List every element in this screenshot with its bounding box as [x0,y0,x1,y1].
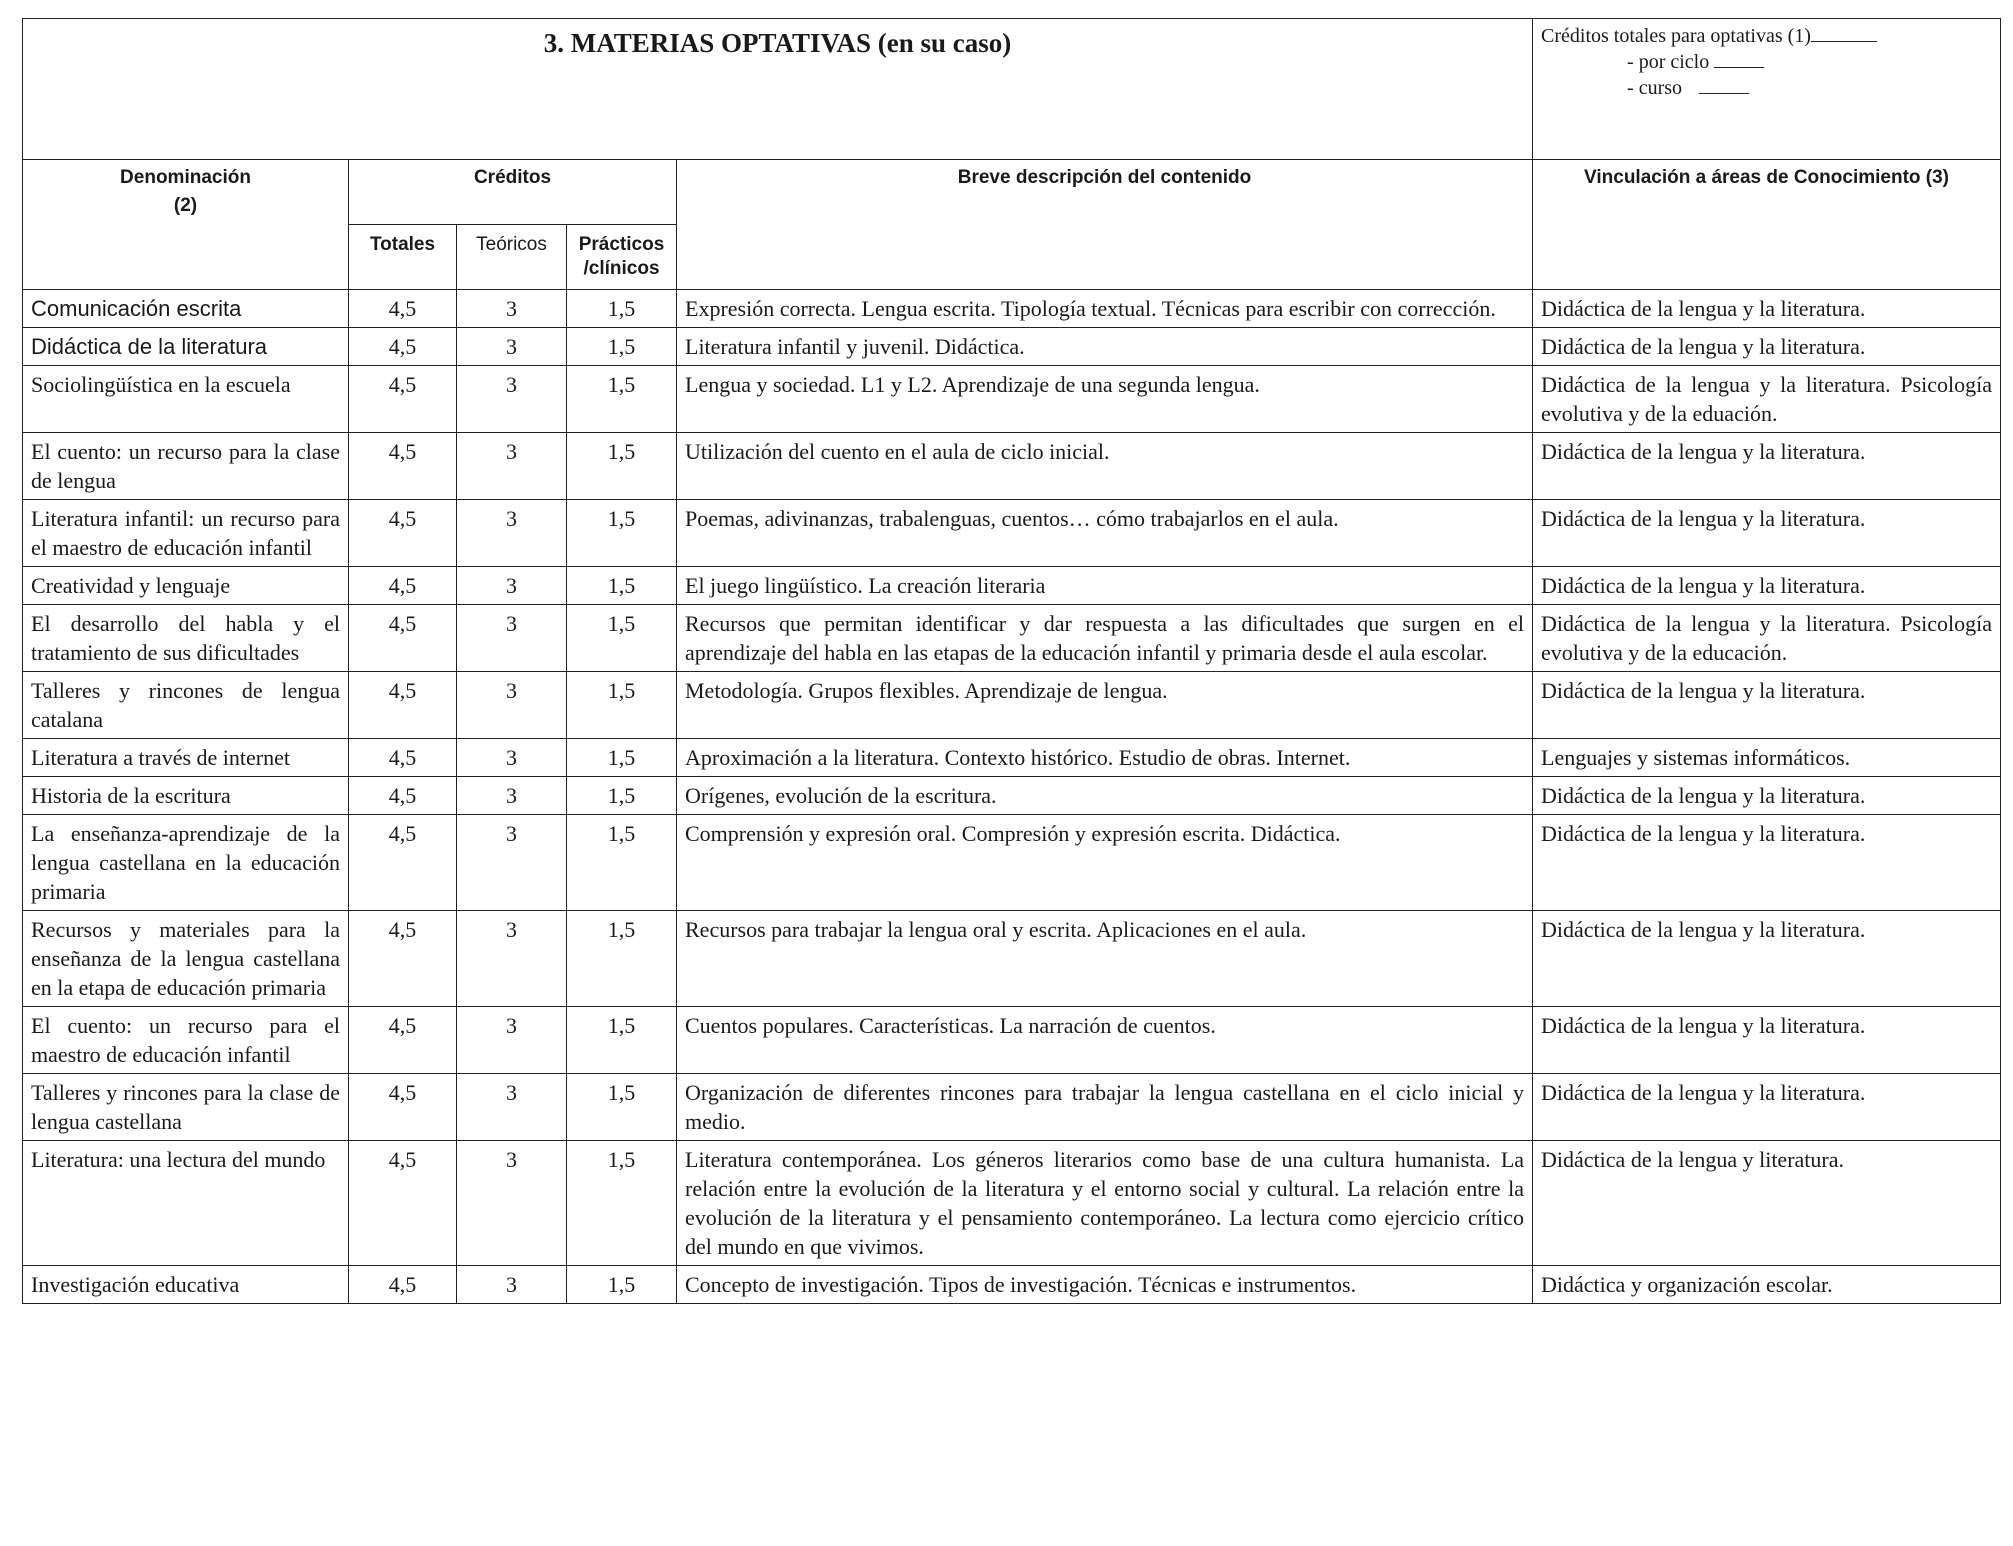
credits-ciclo-blank [1714,49,1764,68]
content-description: Aproximación a la literatura. Contexto histórico. Estudio de obras. Internet. [677,739,1533,777]
knowledge-area: Didáctica de la lengua y la literatura. [1533,567,2001,605]
subject-name: Creatividad y lenguaje [23,567,349,605]
credits-totales: 4,5 [349,1266,457,1304]
content-description: Comprensión y expresión oral. Compresión y expresión escrita. Didáctica. [677,815,1533,911]
credits-totales: 4,5 [349,366,457,433]
table-row [23,672,2001,739]
content-description: Literatura contemporánea. Los géneros literarios como base de una cultura humanista. La relación entre la evolución de la literatura y el entorno social y cultural. La relación entre la evolución de la literatura y el pensamiento contemporáneo. La lectura como ejercicio crítico del mundo en que vivimos. [677,1141,1533,1266]
credits-teoricos: 3 [457,672,567,739]
content-description: El juego lingüístico. La creación literaria [677,567,1533,605]
table-row [23,1266,2001,1304]
credits-totales: 4,5 [349,290,457,328]
credits-practicos: 1,5 [567,1007,677,1074]
title-row [23,19,2001,160]
credits-curso-blank [1699,75,1749,94]
credits-teoricos: 3 [457,1074,567,1141]
credits-practicos: 1,5 [567,290,677,328]
col-vinculacion: Vinculación a áreas de Conocimiento (3) [1533,160,2001,290]
credits-teoricos: 3 [457,500,567,567]
credits-totales: 4,5 [349,328,457,366]
credits-practicos: 1,5 [567,433,677,500]
table-row [23,605,2001,672]
section-title: 3. MATERIAS OPTATIVAS (en su caso) [23,19,1533,160]
credits-totales: 4,5 [349,1007,457,1074]
credits-total-blank [1811,23,1877,42]
col-totales: Totales [349,225,457,290]
credits-totales: 4,5 [349,911,457,1007]
col-denominacion-note: (2) [173,195,198,216]
credits-practicos: 1,5 [567,815,677,911]
content-description: Cuentos populares. Características. La narración de cuentos. [677,1007,1533,1074]
table-row [23,567,2001,605]
col-denominacion [23,160,349,290]
credits-practicos: 1,5 [567,328,677,366]
knowledge-area: Didáctica de la lengua y la literatura. [1533,911,2001,1007]
credits-totales: 4,5 [349,815,457,911]
subject-name: Literatura infantil: un recurso para el maestro de educación infantil [23,500,349,567]
col-teoricos: Teóricos [457,225,567,290]
credits-practicos: 1,5 [567,1266,677,1304]
credits-ciclo-label: - por ciclo [1627,51,1710,73]
credits-teoricos: 3 [457,605,567,672]
table-row [23,1141,2001,1266]
table-row [23,1007,2001,1074]
subject-name: Historia de la escritura [23,777,349,815]
content-description: Lengua y sociedad. L1 y L2. Aprendizaje de una segunda lengua. [677,366,1533,433]
credits-teoricos: 3 [457,739,567,777]
credits-practicos: 1,5 [567,366,677,433]
knowledge-area: Lenguajes y sistemas informáticos. [1533,739,2001,777]
col-descripcion: Breve descripción del contenido [677,160,1533,290]
content-description: Literatura infantil y juvenil. Didáctica. [677,328,1533,366]
content-description: Expresión correcta. Lengua escrita. Tipología textual. Técnicas para escribir con corrección. [677,290,1533,328]
subject-name: El cuento: un recurso para el maestro de educación infantil [23,1007,349,1074]
credits-teoricos: 3 [457,777,567,815]
credits-practicos: 1,5 [567,567,677,605]
table-row [23,815,2001,911]
col-denominacion-label: Denominación [120,167,251,188]
content-description: Recursos que permitan identificar y dar respuesta a las dificultades que surgen en el aprendizaje del habla en las etapas de la educación infantil y primaria desde el aula escolar. [677,605,1533,672]
credits-teoricos: 3 [457,290,567,328]
subject-name: Literatura a través de internet [23,739,349,777]
credits-practicos: 1,5 [567,1074,677,1141]
credits-totales: 4,5 [349,672,457,739]
table-row [23,739,2001,777]
subject-name: Sociolingüística en la escuela [23,366,349,433]
table-row [23,366,2001,433]
credits-teoricos: 3 [457,567,567,605]
subject-name: Investigación educativa [23,1266,349,1304]
knowledge-area: Didáctica de la lengua y la literatura. [1533,328,2001,366]
credits-totales: 4,5 [349,567,457,605]
content-description: Metodología. Grupos flexibles. Aprendizaje de lengua. [677,672,1533,739]
credits-curso-label: - curso [1627,77,1683,99]
credits-teoricos: 3 [457,911,567,1007]
knowledge-area: Didáctica de la lengua y la literatura. Psicología evolutiva y de la eduación. [1533,366,2001,433]
subject-name: Talleres y rincones de lengua catalana [23,672,349,739]
credits-practicos: 1,5 [567,672,677,739]
credits-teoricos: 3 [457,815,567,911]
credits-totales: 4,5 [349,500,457,567]
subject-name: La enseñanza-aprendizaje de la lengua castellana en la educación primaria [23,815,349,911]
credits-teoricos: 3 [457,1266,567,1304]
credits-totales: 4,5 [349,1141,457,1266]
content-description: Organización de diferentes rincones para trabajar la lengua castellana en el ciclo inicial y medio. [677,1074,1533,1141]
credits-teoricos: 3 [457,366,567,433]
table-body [23,290,2001,1304]
knowledge-area: Didáctica de la lengua y literatura. [1533,1141,2001,1266]
table-row [23,500,2001,567]
credits-teoricos: 3 [457,1141,567,1266]
content-description: Recursos para trabajar la lengua oral y escrita. Aplicaciones en el aula. [677,911,1533,1007]
knowledge-area: Didáctica de la lengua y la literatura. [1533,672,2001,739]
col-practicos: Prácticos /clínicos [567,225,677,290]
credits-box [1533,19,2001,160]
knowledge-area: Didáctica y organización escolar. [1533,1266,2001,1304]
table-row [23,777,2001,815]
optativas-table [22,18,2001,1304]
credits-totales: 4,5 [349,605,457,672]
table-row [23,290,2001,328]
content-description: Poemas, adivinanzas, trabalenguas, cuentos… cómo trabajarlos en el aula. [677,500,1533,567]
credits-totales: 4,5 [349,739,457,777]
subject-name: Talleres y rincones para la clase de lengua castellana [23,1074,349,1141]
subject-name: El desarrollo del habla y el tratamiento de sus dificultades [23,605,349,672]
credits-teoricos: 3 [457,1007,567,1074]
credits-teoricos: 3 [457,433,567,500]
credits-totales: 4,5 [349,777,457,815]
credits-totales: 4,5 [349,433,457,500]
knowledge-area: Didáctica de la lengua y la literatura. Psicología evolutiva y de la educación. [1533,605,2001,672]
content-description: Concepto de investigación. Tipos de investigación. Técnicas e instrumentos. [677,1266,1533,1304]
credits-practicos: 1,5 [567,739,677,777]
credits-practicos: 1,5 [567,911,677,1007]
column-header-row [23,160,2001,225]
knowledge-area: Didáctica de la lengua y la literatura. [1533,777,2001,815]
knowledge-area: Didáctica de la lengua y la literatura. [1533,433,2001,500]
table-row [23,911,2001,1007]
table-row [23,433,2001,500]
content-description: Orígenes, evolución de la escritura. [677,777,1533,815]
credits-totales: 4,5 [349,1074,457,1141]
col-creditos: Créditos [349,160,677,225]
knowledge-area: Didáctica de la lengua y la literatura. [1533,290,2001,328]
knowledge-area: Didáctica de la lengua y la literatura. [1533,815,2001,911]
subject-name: Literatura: una lectura del mundo [23,1141,349,1266]
credits-practicos: 1,5 [567,605,677,672]
subject-name: Comunicación escrita [23,290,349,328]
subject-name: Didáctica de la literatura [23,328,349,366]
credits-practicos: 1,5 [567,777,677,815]
table-row [23,328,2001,366]
credits-practicos: 1,5 [567,500,677,567]
credits-teoricos: 3 [457,328,567,366]
content-description: Utilización del cuento en el aula de ciclo inicial. [677,433,1533,500]
knowledge-area: Didáctica de la lengua y la literatura. [1533,1074,2001,1141]
knowledge-area: Didáctica de la lengua y la literatura. [1533,500,2001,567]
table-row [23,1074,2001,1141]
knowledge-area: Didáctica de la lengua y la literatura. [1533,1007,2001,1074]
subject-name: Recursos y materiales para la enseñanza de la lengua castellana en la etapa de educación primaria [23,911,349,1007]
credits-total-label: Créditos totales para optativas (1) [1541,25,1811,47]
subject-name: El cuento: un recurso para la clase de lengua [23,433,349,500]
document-page [22,18,2000,1304]
credits-practicos: 1,5 [567,1141,677,1266]
